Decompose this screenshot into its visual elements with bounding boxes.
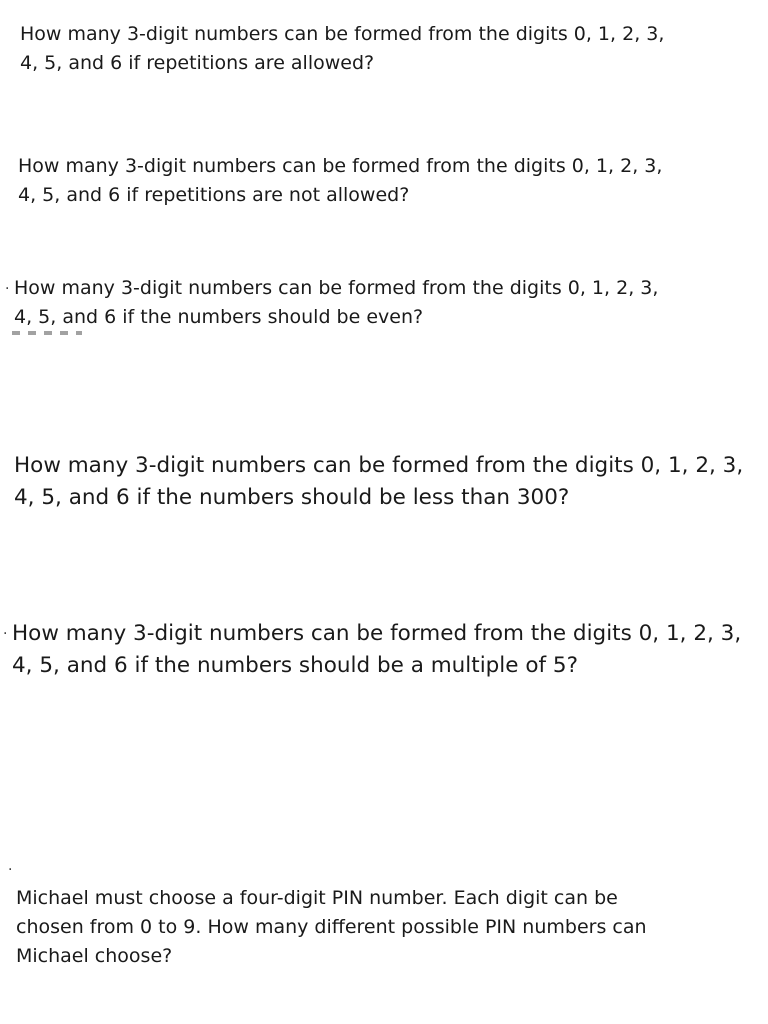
question-2: [18, 152, 662, 210]
question-6-bullet: ·: [8, 862, 13, 878]
question-1-line-1: How many 3-digit numbers can be formed from the digits 0, 1, 2, 3,: [20, 23, 665, 45]
question-1: [20, 20, 664, 78]
question-4: [14, 450, 743, 514]
question-4-line-2: 4, 5, and 6 if the numbers should be less than 300?: [14, 485, 570, 510]
question-1-line-2: 4, 5, and 6 if repetitions are allowed?: [20, 52, 375, 74]
stray-scan-mark: [12, 331, 82, 335]
question-5-line-1: How many 3-digit numbers can be formed from the digits 0, 1, 2, 3,: [12, 621, 742, 646]
question-2-line-1: How many 3-digit numbers can be formed from the digits 0, 1, 2, 3,: [18, 155, 663, 177]
question-3-line-2: 4, 5, and 6 if the numbers should be even?: [14, 306, 424, 328]
question-3: [14, 274, 658, 332]
question-3-line-1: How many 3-digit numbers can be formed from the digits 0, 1, 2, 3,: [14, 277, 659, 299]
question-6: [16, 884, 647, 971]
question-3-bullet: ·: [5, 281, 10, 297]
question-6-line-3: Michael choose?: [16, 945, 173, 967]
question-5-line-2: 4, 5, and 6 if the numbers should be a multiple of 5?: [12, 653, 578, 678]
question-5-bullet: ·: [3, 626, 8, 642]
question-4-line-1: How many 3-digit numbers can be formed from the digits 0, 1, 2, 3,: [14, 453, 744, 478]
question-6-line-2: chosen from 0 to 9. How many different possible PIN numbers can: [16, 916, 647, 938]
question-6-line-1: Michael must choose a four-digit PIN number. Each digit can be: [16, 887, 618, 909]
question-5: [12, 618, 741, 682]
question-2-line-2: 4, 5, and 6 if repetitions are not allowed?: [18, 184, 410, 206]
